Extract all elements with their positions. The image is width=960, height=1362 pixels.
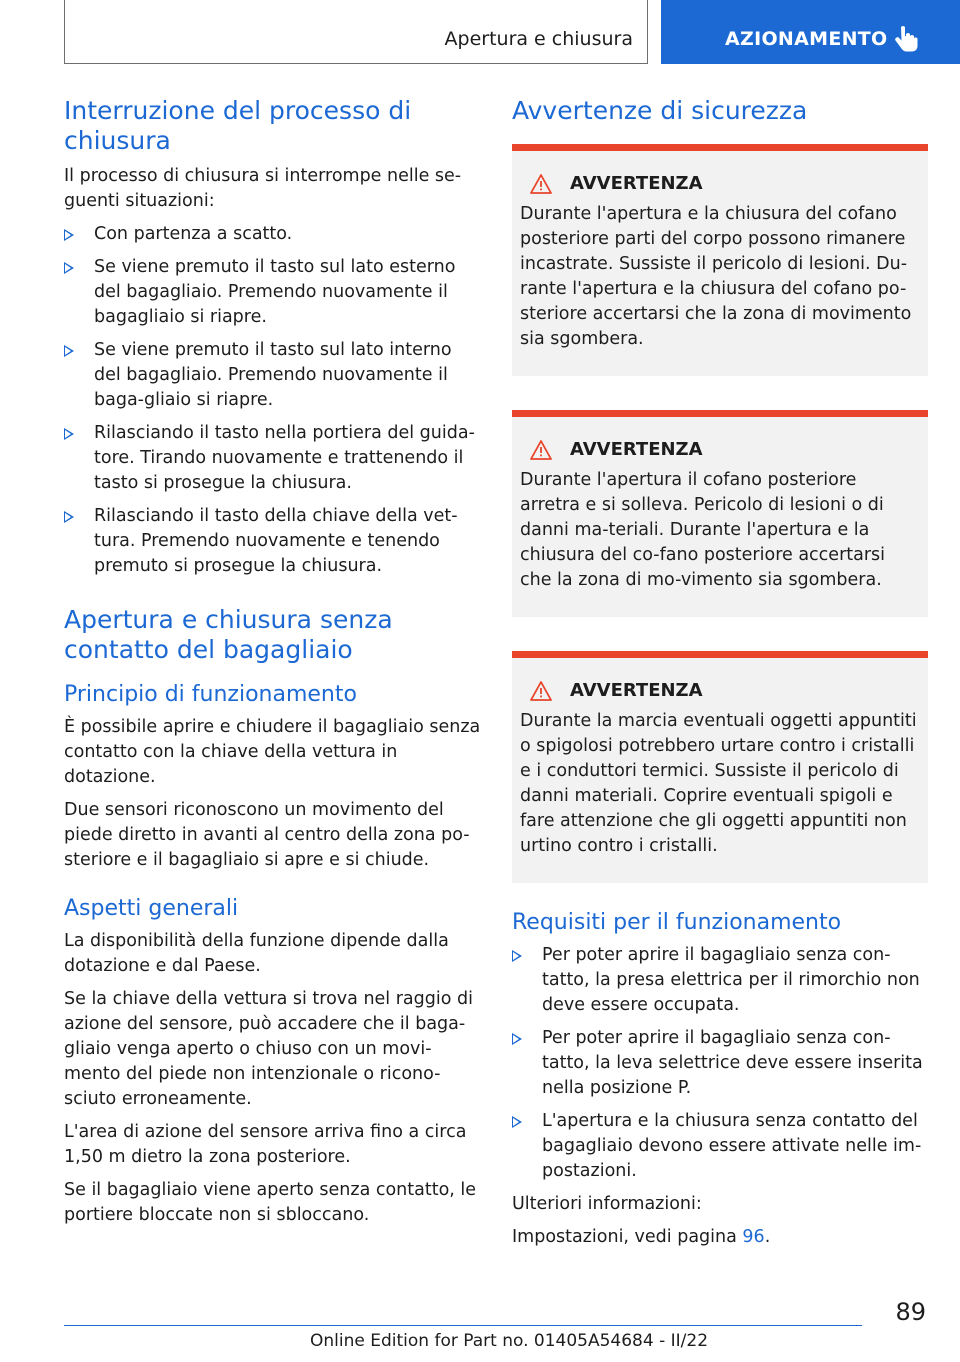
paragraph-general-2: Se la chiave della vettura si trova nel raggio di azione del sensore, può accadere che il baga-gliaio venga aperto o chiuso con un movi-mento del piede non intenzionale o ricono-sciuto erroneamente. bbox=[64, 989, 473, 1109]
heading-contactless: Apertura e chiusura senza contatto del bagagliaio bbox=[64, 605, 393, 664]
warning-text: Durante l'apertura il cofano posteriore arretra e si solleva. Pericolo di lesioni o di danni ma-teriali. Durante l'apertura e la chiusura del co-fano posteriore accertarsi che la zona di mo-vimento sia sgombera. bbox=[520, 470, 886, 590]
heading-requirements: Requisiti per il funzionamento bbox=[512, 910, 842, 935]
triangle-bullet-icon bbox=[512, 1033, 522, 1045]
triangle-bullet-icon bbox=[64, 428, 74, 440]
heading-principle: Principio di funzionamento bbox=[64, 682, 357, 707]
paragraph-general-4: Se il bagagliaio viene aperto senza contatto, le portiere bloccate non si sbloccano. bbox=[64, 1180, 477, 1225]
warning-text: Durante la marcia eventuali oggetti appuntiti o spigolosi potrebbero urtare contro i cristalli e i conduttori termici. Sussiste il pericolo di danni materiali. Coprire eventuali spigoli e fare attenzione che gli oggetti appuntiti non urtino contro i cristalli. bbox=[520, 711, 917, 856]
triangle-bullet-icon bbox=[512, 1116, 522, 1128]
paragraph-principle-2: Due sensori riconoscono un movimento del piede diretto in avanti al centro della zona po-steriore e il bagagliaio si apre e si chiude. bbox=[64, 800, 470, 870]
paragraph-more-info: Ulteriori informazioni: bbox=[512, 1194, 702, 1214]
warning-box bbox=[512, 410, 928, 617]
warning-text: Durante l'apertura e la chiusura del cofano posteriore parti del corpo possono rimanere incastrate. Sussiste il pericolo di lesioni. Du-rante l'apertura e la chiusura del cofano po-steriore accertarsi che la zona di movimento sia sgombera. bbox=[520, 204, 912, 349]
hand-pointer-icon bbox=[893, 24, 919, 52]
header-section-box bbox=[64, 0, 648, 64]
list-item: Se viene premuto il tasto sul lato esterno del bagagliaio. Premendo nuovamente il bagagliaio si riapre. bbox=[64, 255, 482, 330]
warning-title: AVVERTENZA bbox=[570, 680, 703, 701]
requirements-list bbox=[512, 943, 928, 1184]
triangle-bullet-icon bbox=[512, 950, 522, 962]
left-column bbox=[64, 96, 482, 1236]
warning-box bbox=[512, 144, 928, 376]
page-link[interactable]: 96 bbox=[742, 1227, 765, 1247]
triangle-bullet-icon bbox=[64, 345, 74, 357]
list-item: Per poter aprire il bagagliaio senza con-tatto, la leva selettrice deve essere inserita nella posizione P. bbox=[512, 1026, 928, 1101]
header-chapter-tab[interactable] bbox=[661, 0, 960, 64]
warning-box bbox=[512, 651, 928, 883]
list-item: Con partenza a scatto. bbox=[64, 222, 482, 247]
right-column bbox=[512, 96, 928, 1258]
paragraph-interrupt-intro: Il processo di chiusura si interrompe nelle se-guenti situazioni: bbox=[64, 166, 462, 211]
warning-title: AVVERTENZA bbox=[570, 173, 703, 194]
page-number: 89 bbox=[895, 1298, 926, 1326]
list-item: Per poter aprire il bagagliaio senza con-tatto, la presa elettrica per il rimorchio non deve essere occupata. bbox=[512, 943, 928, 1018]
heading-safety: Avvertenze di sicurezza bbox=[512, 96, 808, 125]
interrupt-list bbox=[64, 222, 482, 579]
paragraph-settings-ref: Impostazioni, vedi pagina 96. bbox=[512, 1227, 771, 1247]
header-chapter-title: AZIONAMENTO bbox=[725, 28, 888, 50]
list-item: L'apertura e la chiusura senza contatto del bagagliaio devono essere attivate nelle im-postazioni. bbox=[512, 1109, 928, 1184]
warning-title: AVVERTENZA bbox=[570, 439, 703, 460]
paragraph-general-1: La disponibilità della funzione dipende dalla dotazione e dal Paese. bbox=[64, 931, 449, 976]
footer-divider bbox=[64, 1325, 862, 1326]
warning-triangle-icon bbox=[530, 440, 552, 460]
paragraph-general-3: L'area di azione del sensore arriva fino a circa 1,50 m dietro la zona posteriore. bbox=[64, 1122, 467, 1167]
heading-interrupt-closing: Interruzione del processo di chiusura bbox=[64, 96, 412, 155]
list-item: Rilasciando il tasto della chiave della vet-tura. Premendo nuovamente e tenendo premuto si prosegue la chiusura. bbox=[64, 504, 482, 579]
warning-triangle-icon bbox=[530, 174, 552, 194]
paragraph-principle-1: È possibile aprire e chiudere il bagagliaio senza contatto con la chiave della vettura in dotazione. bbox=[64, 717, 481, 787]
triangle-bullet-icon bbox=[64, 511, 74, 523]
footer-edition: Online Edition for Part no. 01405A54684 - II/22 bbox=[310, 1331, 709, 1351]
triangle-bullet-icon bbox=[64, 262, 74, 274]
list-item: Se viene premuto il tasto sul lato interno del bagagliaio. Premendo nuovamente il baga-gliaio si riapre. bbox=[64, 338, 482, 413]
list-item: Rilasciando il tasto nella portiera del guida-tore. Tirando nuovamente e trattenendo il tasto si prosegue la chiusura. bbox=[64, 421, 482, 496]
triangle-bullet-icon bbox=[64, 229, 74, 241]
header-section-title: Apertura e chiusura bbox=[444, 28, 633, 50]
heading-general: Aspetti generali bbox=[64, 896, 239, 921]
warning-triangle-icon bbox=[530, 681, 552, 701]
